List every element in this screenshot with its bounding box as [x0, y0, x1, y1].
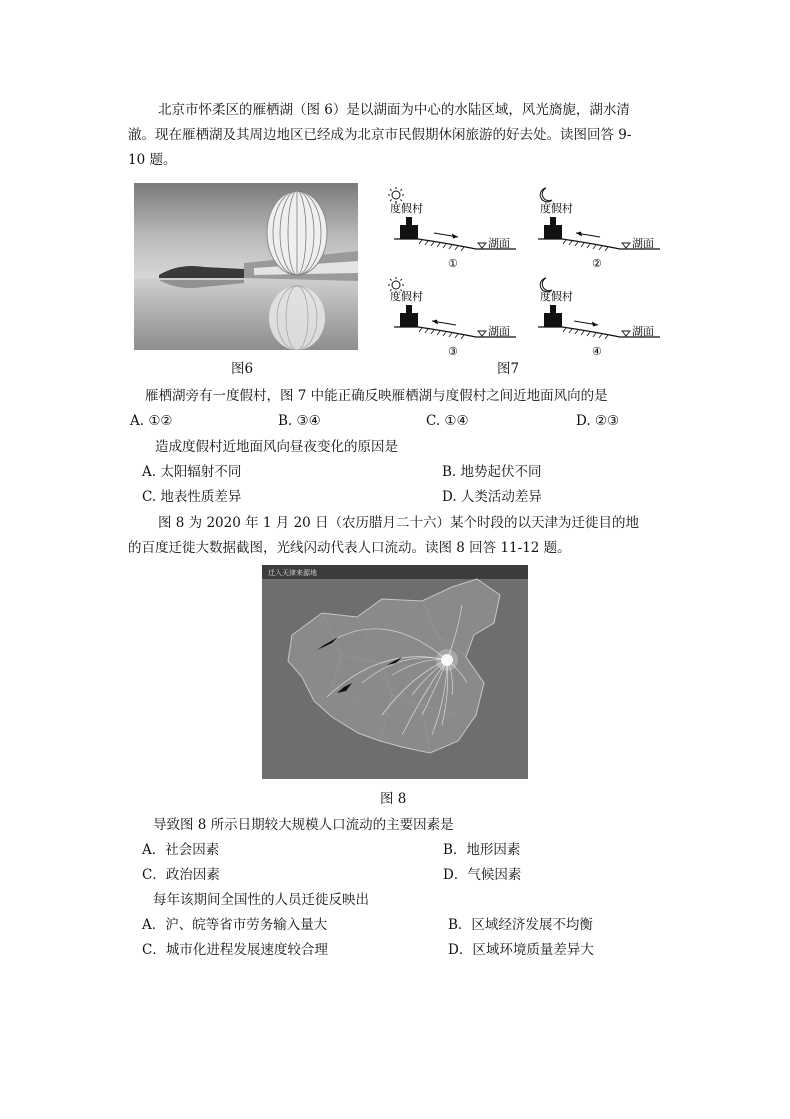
question-11-option-a: A．社会因素 [142, 842, 220, 858]
panel-2-number: ② [592, 257, 602, 270]
question-9-option-c: C. ①④ [426, 413, 469, 429]
figure-6-photo [134, 183, 358, 350]
question-9-stem: 雁栖湖旁有一度假村，图 7 中能正确反映雁栖湖与度假村之间近地面风向的是 [145, 388, 608, 404]
panel-1 [388, 187, 516, 270]
panel-4-number: ④ [592, 345, 602, 358]
intro2-line-2: 的百度迁徙大数据截图，光线闪动代表人口流动。读图 8 回答 11-12 题。 [128, 540, 571, 556]
panel-1-number: ① [448, 257, 458, 270]
intro-line-3: 10 题。 [128, 152, 177, 168]
panel-3 [388, 277, 516, 358]
moon-icon [540, 188, 552, 202]
intro-line-2: 澈。现在雁栖湖及其周边地区已经成为北京市民假期休闲旅游的好去处。读图回答 9- [128, 127, 632, 143]
question-10-option-a: A. 太阳辐射不同 [142, 464, 242, 480]
intro2-line-1: 图 8 为 2020 年 1 月 20 日（农历腊月二十六）某个时段的以天津为迁徙目的地 [158, 515, 640, 531]
figure-7-caption: 图7 [497, 361, 520, 377]
question-9-option-b: B. ③④ [278, 413, 321, 429]
question-11-option-c: C．政治因素 [142, 867, 220, 883]
question-9-option-a: A. ①② [130, 413, 173, 429]
intro-line-1: 北京市怀柔区的雁栖湖（图 6）是以湖面为中心的水陆区域，风光旖旎，湖水清 [158, 102, 630, 118]
panel-4-lake-label: 湖面 [632, 325, 654, 338]
figure-8-migration-map [262, 565, 528, 779]
question-10-option-b: B. 地势起伏不同 [442, 464, 542, 480]
panel-3-lake-label: 湖面 [488, 325, 510, 338]
panel-3-number: ③ [448, 345, 458, 358]
question-12-option-b: B．区域经济发展不均衡 [448, 917, 593, 933]
question-12-stem: 每年该期间全国性的人员迁徙反映出 [153, 892, 369, 908]
question-9-option-d: D. ②③ [576, 413, 620, 429]
question-12-option-c: C．城市化进程发展速度较合理 [142, 942, 328, 958]
panel-1-resort-label: 度假村 [390, 202, 423, 215]
panel-2-lake-label: 湖面 [632, 237, 654, 250]
question-11-option-d: D．气候因素 [443, 867, 522, 883]
figure-8-caption: 图 8 [380, 791, 407, 807]
panel-4 [538, 278, 660, 358]
question-12-option-a: A．沪、皖等省市劳务输入量大 [142, 917, 328, 933]
question-10-stem: 造成度假村近地面风向昼夜变化的原因是 [155, 439, 398, 455]
panel-3-resort-label: 度假村 [390, 290, 423, 303]
question-10-option-d: D. 人类活动差异 [442, 489, 542, 505]
question-10-option-c: C. 地表性质差异 [142, 489, 242, 505]
figure-6-caption: 图6 [231, 361, 254, 377]
panel-4-resort-label: 度假村 [540, 290, 573, 303]
question-11-option-b: B．地形因素 [443, 842, 521, 858]
question-12-option-d: D．区域环境质量差异大 [448, 942, 594, 958]
panel-1-lake-label: 湖面 [488, 237, 510, 250]
figure-7-diagrams [376, 183, 676, 358]
question-11-stem: 导致图 8 所示日期较大规模人口流动的主要因素是 [153, 817, 454, 833]
panel-2 [538, 188, 660, 270]
sun-icon [388, 187, 404, 203]
map-title: 迁入天津来源地 [268, 569, 317, 577]
panel-2-resort-label: 度假村 [540, 202, 573, 215]
